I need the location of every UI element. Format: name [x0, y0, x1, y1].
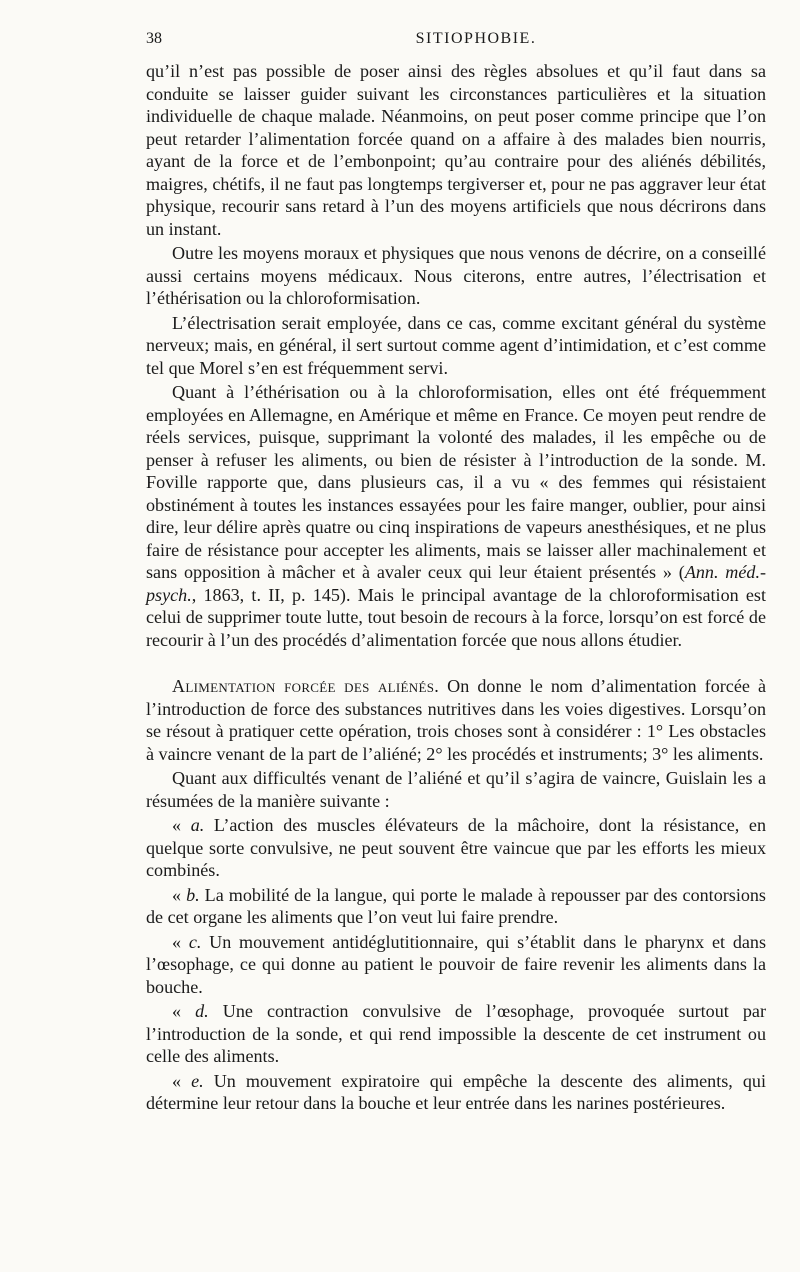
- item-letter: d.: [195, 1001, 209, 1021]
- quote-mark: «: [172, 931, 189, 952]
- text-span: Un mouvement antidéglutitionnaire, qui s’établit dans le pharynx et dans l’œsophage, ce qui donne au patient le pouvoir de faire revenir les aliments dans la bouche.: [146, 931, 766, 997]
- quote-item-e: [146, 1070, 766, 1115]
- quote-mark: «: [172, 884, 187, 905]
- running-title: SITIOPHOBIE.: [415, 30, 537, 47]
- citation: Ann. méd.-psych.: [146, 562, 766, 605]
- quote-item-b: [146, 884, 766, 929]
- quote-item-c: [146, 931, 766, 999]
- item-letter: c.: [188, 931, 202, 952]
- text-span: Un mouvement expiratoire qui empêche la descente des aliments, qui détermine leur retour dans la bouche et leur entrée dans les narines postérieures.: [146, 1070, 766, 1113]
- text-span: L’action des muscles élévateurs de la mâchoire, dont la résistance, en quelque sorte convulsive, ne peut souvent être vaincue que par les efforts les mieux combinés.: [146, 815, 766, 880]
- running-header: [146, 30, 766, 60]
- item-letter: b.: [186, 884, 200, 905]
- book-page: [146, 30, 766, 1115]
- section-heading: Alimentation forcée des aliénés.: [172, 676, 440, 696]
- quote-item-a: [146, 814, 766, 882]
- item-letter: a.: [190, 815, 205, 835]
- paragraph-forced-feeding: [146, 675, 766, 765]
- text-span: , 1863, t. II, p. 145). Mais le principal avantage de la chloroformisation est celui de supprimer toute lutte, tout besoin de recours à la force, lorsqu’on est forcé de recourir à l’un des procédés d’alimentation forcée que nous allons étudier.: [146, 584, 766, 650]
- text-span: Quant à l’éthérisation ou à la chloroformisation, elles ont été fréquemment employées en Allemagne, en Amérique et même en France. Ce moyen peut rendre de réels services, puisque, supprimant la volonté des malades, il les empêche ou de penser à refuser les aliments, ou bien de résister à l’introduction de la sonde. M. Foville rapporte que, dans plusieurs cas, il a vu « des femmes qui résistaient obstinément à toutes les instances essayées pour les faire manger, oublier, pour ainsi dire, leur délire après quatre ou cinq inspirations de vapeurs anesthésiques, et ne plus faire de résistance pour accepter les aliments, mais se laisser aller machinalement et sans opposition à mâcher et à avaler ceux qui leur étaient présentés » (: [146, 382, 766, 582]
- paragraph-continuation: qu’il n’est pas possible de poser ainsi des règles absolues et qu’il faut dans sa conduite se laisser guider suivant les circonstances particulières et la situation individuelle de chaque malade. Néanmoins, on peut poser comme principe que l’on peut retarder l’alimentation forcée quand on a affaire à des malades bien nourris, ayant de la force et de l’embonpoint; qu’au contraire pour des aliénés débilités, maigres, chétifs, il ne faut pas longtemps tergiverser et, pour ne pas aggraver leur état physique, recourir sans retard à l’un des moyens artificiels que nous décrirons dans un instant.: [146, 61, 766, 239]
- text-span: On donne le nom d’alimentation forcée à l’introduction de force des substances nutritives dans les voies digestives. Lorsqu’on se résout à pratiquer cette opération, trois choses sont à considérer : 1° Les obstacles à vaincre venant de la part de l’aliéné; 2° les procédés et instruments; 3° les aliments.: [146, 676, 766, 764]
- text-span: Une contraction convulsive de l’œsophage, provoquée surtout par l’introduction de la sonde, et qui rend impossible la descente de cet instrument ou celle des aliments.: [146, 1001, 766, 1066]
- paragraph-electrisation: L’électrisation serait employée, dans ce cas, comme excitant général du système nerveux; mais, en général, il sert surtout comme agent d’intimidation, et c’est comme tel que Morel s’en est fréquemment servi.: [146, 312, 766, 378]
- quote-item-d: [146, 1000, 766, 1068]
- quote-mark: «: [172, 815, 191, 835]
- page-number: 38: [146, 30, 162, 47]
- paragraph-medical-means: Outre les moyens moraux et physiques que nous venons de décrire, on a conseillé aussi certains moyens médicaux. Nous citerons, entre autres, l’électrisation et l’éthérisation ou la chloroformisation.: [146, 243, 766, 308]
- paragraph-etherisation: [146, 381, 766, 651]
- section-gap: [146, 651, 766, 675]
- quote-mark: «: [172, 1001, 196, 1021]
- item-letter: e.: [191, 1070, 204, 1091]
- quote-mark: «: [172, 1070, 192, 1091]
- paragraph-guislain: Quant aux difficultés venant de l’aliéné et qu’il s’agira de vaincre, Guislain les a résumées de la manière suivante :: [146, 768, 766, 811]
- text-span: La mobilité de la langue, qui porte le malade à repousser par des contorsions de cet organe les aliments que l’on veut lui faire prendre.: [146, 884, 766, 927]
